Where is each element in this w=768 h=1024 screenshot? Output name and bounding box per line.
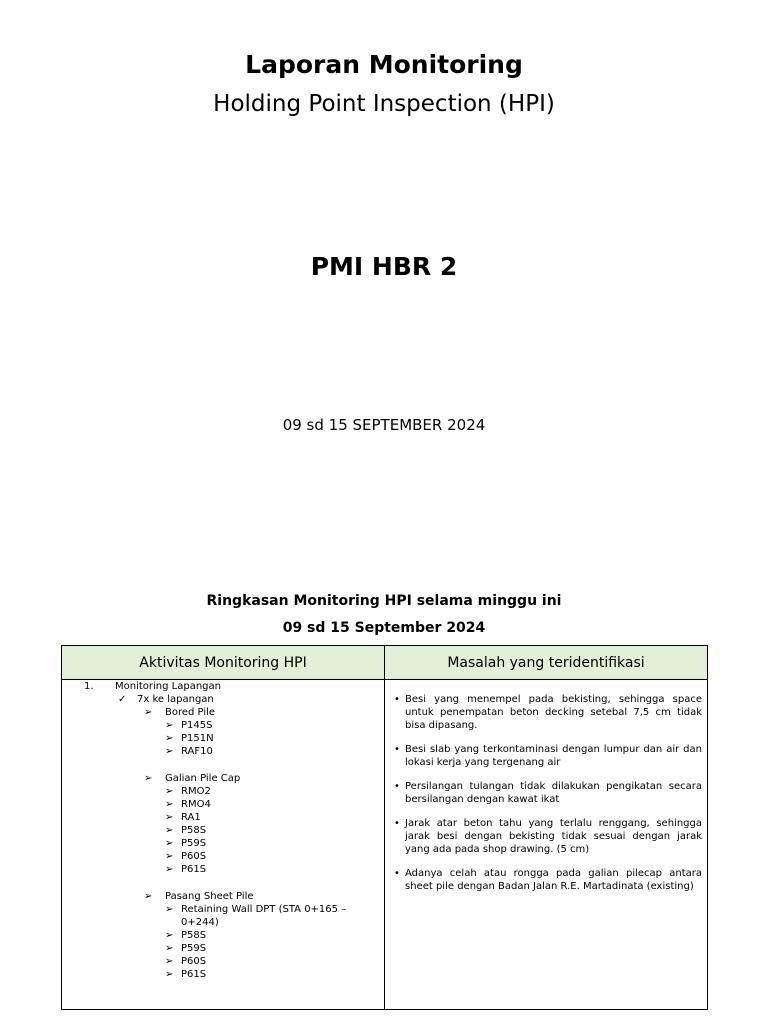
checkmark-icon: ✓ xyxy=(118,694,127,705)
arrow-bullet-icon: ➢ xyxy=(144,891,153,902)
list-item: P58S xyxy=(181,825,207,836)
group-label: Pasang Sheet Pile xyxy=(165,891,254,902)
list-item: P59S xyxy=(181,838,207,849)
bullet-icon: • xyxy=(394,818,400,829)
arrow-bullet-icon: ➢ xyxy=(165,851,174,862)
arrow-bullet-icon: ➢ xyxy=(165,969,174,980)
activity-heading: Monitoring Lapangan xyxy=(115,681,221,692)
arrow-bullet-icon: ➢ xyxy=(165,786,174,797)
arrow-bullet-icon: ➢ xyxy=(165,864,174,875)
issue-item xyxy=(394,780,702,806)
arrow-bullet-icon: ➢ xyxy=(165,733,174,744)
arrow-bullet-icon: ➢ xyxy=(144,773,153,784)
issue-text: Adanya celah atau rongga pada galian pilecap antara sheet pile dengan Badan Jalan R.E. Martadinata (existing) xyxy=(405,868,702,892)
issue-text: Jarak atar beton tahu yang terlalu renggang, sehingga jarak besi dengan bekisting tidak sesuai dengan jarak yang ada pada shop drawing. (5 cm) xyxy=(405,818,702,855)
list-item: P59S xyxy=(181,943,207,954)
summary-period: 09 sd 15 September 2024 xyxy=(282,620,486,636)
list-item: Retaining Wall DPT (STA 0+165 – xyxy=(181,904,347,915)
issues-list xyxy=(394,693,702,904)
bullet-icon: • xyxy=(394,781,400,792)
bullet-icon: • xyxy=(394,744,400,755)
group-label: Galian Pile Cap xyxy=(165,773,241,784)
activity-visits: 7x ke lapangan xyxy=(137,694,214,705)
arrow-bullet-icon: ➢ xyxy=(165,799,174,810)
list-item: P58S xyxy=(181,930,207,941)
monitoring-table xyxy=(61,645,708,1010)
column-header-activity: Aktivitas Monitoring HPI xyxy=(62,646,385,680)
arrow-bullet-icon: ➢ xyxy=(165,825,174,836)
issue-text: Besi slab yang terkontaminasi dengan lumpur dan air dan lokasi kerja yang tergenang air xyxy=(405,744,702,768)
list-item: RAF10 xyxy=(181,746,213,757)
arrow-bullet-icon: ➢ xyxy=(165,904,174,915)
bullet-icon: • xyxy=(394,868,400,879)
list-item: P60S xyxy=(181,956,207,967)
report-title: Laporan Monitoring xyxy=(245,50,523,79)
arrow-bullet-icon: ➢ xyxy=(165,746,174,757)
arrow-bullet-icon: ➢ xyxy=(165,930,174,941)
arrow-bullet-icon: ➢ xyxy=(165,812,174,823)
list-item-continuation: 0+244) xyxy=(181,917,219,928)
list-item: P60S xyxy=(181,851,207,862)
project-name: PMI HBR 2 xyxy=(310,252,458,281)
arrow-bullet-icon: ➢ xyxy=(144,707,153,718)
list-item: P61S xyxy=(181,864,207,875)
list-item: RMO2 xyxy=(181,786,211,797)
list-item: P151N xyxy=(181,733,214,744)
arrow-bullet-icon: ➢ xyxy=(165,956,174,967)
bullet-icon: • xyxy=(394,694,400,705)
issue-item xyxy=(394,817,702,856)
list-item: RA1 xyxy=(181,812,201,823)
issues-cell xyxy=(385,680,707,1009)
list-item: P61S xyxy=(181,969,207,980)
issue-item xyxy=(394,693,702,732)
issue-item xyxy=(394,743,702,769)
report-period: 09 sd 15 SEPTEMBER 2024 xyxy=(282,416,486,434)
issue-item xyxy=(394,867,702,893)
list-item: P145S xyxy=(181,720,213,731)
activity-cell xyxy=(62,680,385,1009)
arrow-bullet-icon: ➢ xyxy=(165,720,174,731)
list-item: RMO4 xyxy=(181,799,211,810)
summary-title: Ringkasan Monitoring HPI selama minggu ini xyxy=(206,593,562,609)
report-subtitle: Holding Point Inspection (HPI) xyxy=(213,91,555,117)
column-header-issues: Masalah yang teridentifikasi xyxy=(385,646,707,680)
issue-text: Persilangan tulangan tidak dilakukan pengikatan secara bersilangan dengan kawat ikat xyxy=(405,781,702,805)
arrow-bullet-icon: ➢ xyxy=(165,838,174,849)
issue-text: Besi yang menempel pada bekisting, sehingga space untuk penempatan beton decking setebal 7,5 cm tidak bisa dipasang. xyxy=(405,694,702,731)
group-label: Bored Pile xyxy=(165,707,216,718)
arrow-bullet-icon: ➢ xyxy=(165,943,174,954)
activity-number: 1. xyxy=(84,681,94,692)
